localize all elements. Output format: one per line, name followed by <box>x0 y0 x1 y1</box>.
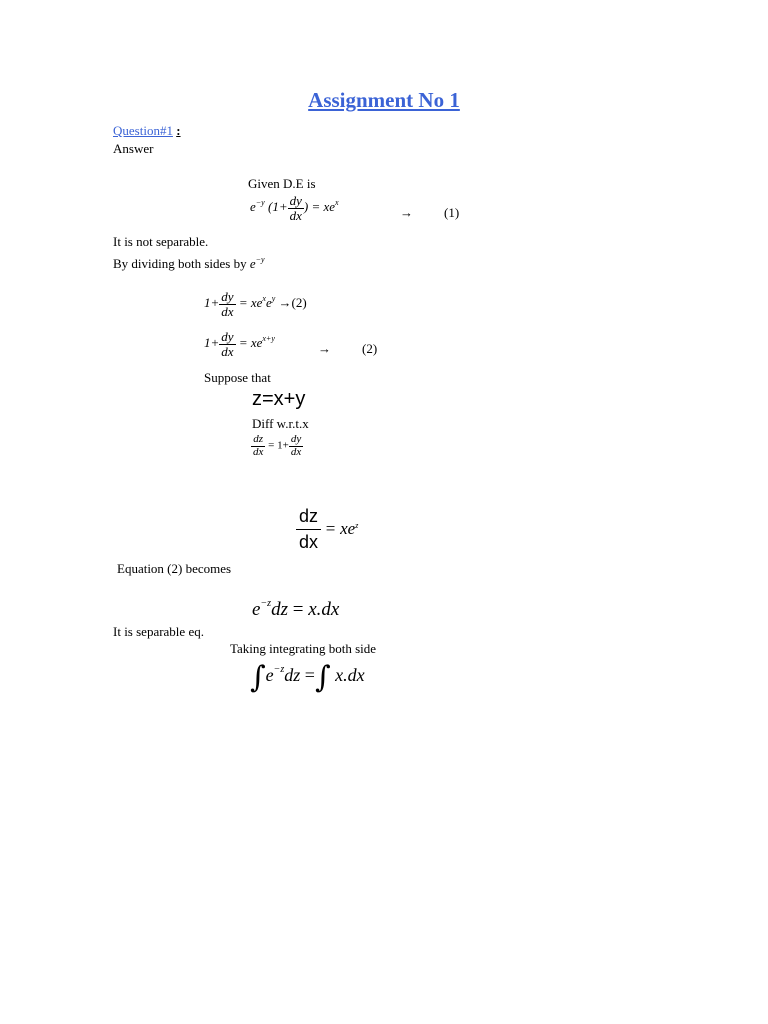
equation-2a: 1+ $\frac{dy}{dx}$ = $xe^xe^y \to(2)$ <box>204 289 307 319</box>
dy-dx-fraction: $\frac{dy}{dx}$ <box>289 193 302 223</box>
eq2-becomes-text: Equation (2) becomes <box>117 561 232 576</box>
page-title: Assignment No 1 <box>308 88 460 112</box>
dy-dx-fraction: $\frac{dy}{dx}$ <box>221 329 234 359</box>
equation-2b: 1+ $\frac{dy}{dx}$ = $xe^{x+y}$ <box>204 329 275 359</box>
question-colon: : <box>176 123 181 138</box>
dz-dx-fraction: $\frac{dz}{dx}$ <box>253 433 264 458</box>
arrow-1: → <box>400 205 413 220</box>
diff-text: Diff w.r.t.x <box>252 416 309 431</box>
dividing-text: By dividing both sides by $e^{-y}$ <box>113 255 265 271</box>
answer-label: Answer <box>113 141 154 156</box>
dy-dx-fraction: $\frac{dy}{dx}$ <box>221 289 234 319</box>
given-text: Given D.E is <box>248 176 316 191</box>
integral-equation: $\int e^{-z}dz$ =∫ x.dx <box>250 660 365 695</box>
dz-dx-xez-equation: $\frac{dz}{dx}$ = $xe^z$ <box>296 507 358 552</box>
question-label[interactable] <box>113 123 181 139</box>
not-separable-text: It is not separable. <box>113 234 209 249</box>
separable-text: It is separable eq. <box>113 624 204 639</box>
question-number-link[interactable]: Question#1 <box>113 123 173 138</box>
integrating-text: Taking integrating both side <box>230 641 377 656</box>
separated-equation: $e^{-z}dz = x.dx$ <box>252 598 340 620</box>
equation-1: $e^{-y}$ (1+ $\frac{dy}{dx}$ ) = $xe^x$ <box>250 193 339 223</box>
dz-dx-equation: $\frac{dz}{dx}$ = 1+ $\frac{dy}{dx}$ <box>253 433 302 458</box>
z-definition: z=x+y <box>252 388 306 410</box>
equation-2b-tag: (2) <box>362 341 378 356</box>
equation-1-tag: (1) <box>444 205 460 220</box>
integral-sign: ∫ <box>314 660 331 695</box>
dz-dx-large-fraction: $\frac{dz}{dx}$ <box>296 507 321 552</box>
integral-sign: ∫ <box>250 660 266 695</box>
equation-2a-tag: (2) <box>291 295 307 311</box>
arrow-2: → <box>318 341 331 356</box>
dy-dx-fraction: $\frac{dy}{dx}$ <box>290 433 302 458</box>
suppose-text: Suppose that <box>204 370 271 385</box>
